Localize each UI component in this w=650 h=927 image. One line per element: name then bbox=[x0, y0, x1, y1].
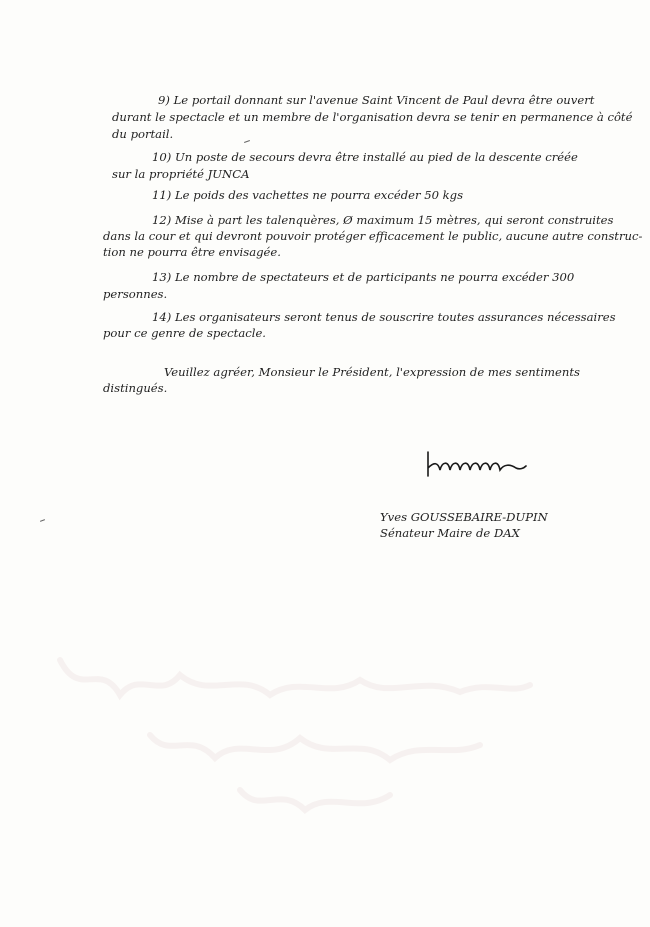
item-10-line-2: sur la propriété JUNCA bbox=[112, 167, 250, 181]
item-13-line-2: personnes. bbox=[103, 287, 168, 301]
item-10-line-1: 10) Un poste de secours devra être installé au pied de la descente créée bbox=[152, 150, 578, 164]
item-12-line-2: dans la cour et qui devront pouvoir protéger efficacement le public, aucune autre construc- bbox=[103, 229, 643, 243]
bleed-through-handwriting bbox=[40, 640, 560, 830]
item-9-line-2: durant le spectacle et un membre de l'organisation devra se tenir en permanence à côté bbox=[112, 110, 633, 124]
item-14-line-1: 14) Les organisateurs seront tenus de souscrire toutes assurances nécessaires bbox=[152, 310, 616, 324]
signatory-name: Yves GOUSSEBAIRE-DUPIN bbox=[380, 510, 548, 524]
item-14-line-2: pour ce genre de spectacle. bbox=[103, 326, 266, 340]
stray-mark bbox=[244, 140, 250, 143]
closing-line-1: Veuillez agréer, Monsieur le Président, l'expression de mes sentiments bbox=[164, 365, 580, 379]
item-9-line-3: du portail. bbox=[112, 127, 174, 141]
item-12-line-3: tion ne pourra être envisagée. bbox=[103, 245, 281, 259]
item-11-line-1: 11) Le poids des vachettes ne pourra excéder 50 kgs bbox=[152, 188, 464, 202]
margin-mark bbox=[40, 519, 45, 522]
signatory-title: Sénateur Maire de DAX bbox=[380, 526, 520, 540]
item-9-line-1: 9) Le portail donnant sur l'avenue Saint Vincent de Paul devra être ouvert bbox=[158, 93, 595, 107]
handwritten-signature bbox=[420, 448, 530, 480]
closing-line-2: distingués. bbox=[103, 381, 168, 395]
item-13-line-1: 13) Le nombre de spectateurs et de participants ne pourra excéder 300 bbox=[152, 270, 575, 284]
item-12-line-1: 12) Mise à part les talenquères, Ø maximum 15 mètres, qui seront construites bbox=[152, 213, 614, 227]
